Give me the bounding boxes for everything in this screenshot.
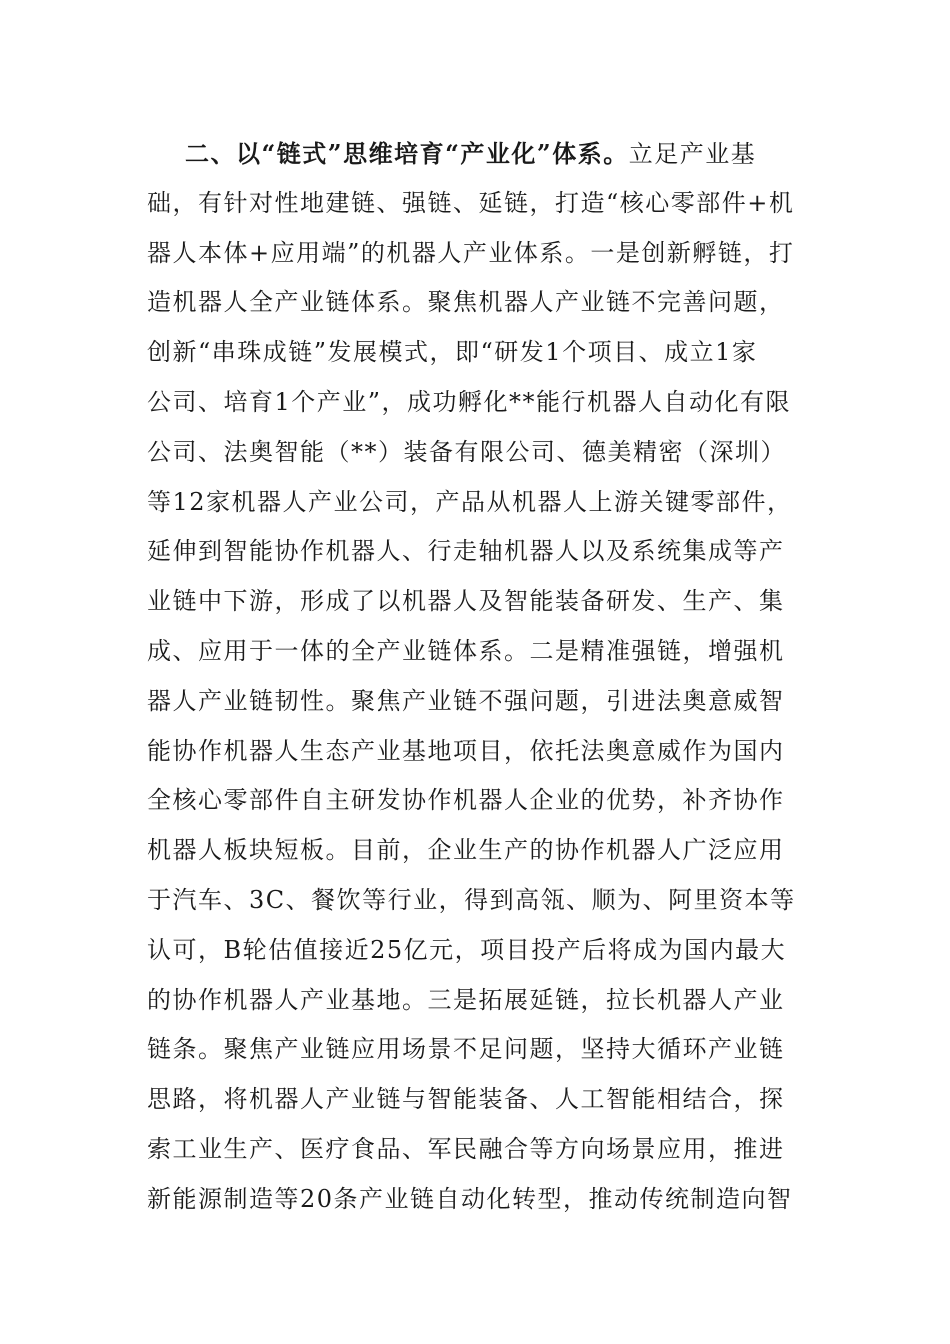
text-line: 思路，将机器人产业链与智能装备、人工智能相结合，探 <box>147 1085 785 1114</box>
text-line: 成、应用于一体的全产业链体系。二是精准强链，增强机 <box>147 636 785 665</box>
text-line: 创新“串珠成链”发展模式，即“研发1个项目、成立1家 <box>147 338 758 367</box>
text-line: 造机器人全产业链体系。聚焦机器人产业链不完善问题， <box>147 288 785 317</box>
text-line: 立足产业基 <box>628 140 757 168</box>
section-heading: 二、以“链式”思维培育“产业化”体系。 <box>185 139 629 168</box>
text-line: 全核心零部件自主研发协作机器人企业的优势，补齐协作 <box>147 786 785 815</box>
text-line: 机器人板块短板。目前，企业生产的协作机器人广泛应用 <box>147 836 785 865</box>
text-line: 公司、法奥智能（**）装备有限公司、德美精密（深圳） <box>147 437 786 466</box>
text-line: 等12家机器人产业公司，产品从机器人上游关键零部件， <box>147 487 793 516</box>
paragraph-first-line <box>147 129 807 179</box>
text-line: 器人本体+应用端”的机器人产业体系。一是创新孵链，打 <box>147 238 795 267</box>
text-line: 延伸到智能协作机器人、行走轴机器人以及系统集成等产 <box>147 537 785 566</box>
text-line: 认可，B轮估值接近25亿元，项目投产后将成为国内最大 <box>147 935 787 964</box>
text-line: 器人产业链韧性。聚焦产业链不强问题，引进法奥意威智 <box>147 686 785 715</box>
text-line: 链条。聚焦产业链应用场景不足问题，坚持大循环产业链 <box>147 1035 785 1064</box>
text-line: 于汽车、3C、餐饮等行业，得到高瓴、顺为、阿里资本等 <box>147 885 796 914</box>
text-line: 的协作机器人产业基地。三是拓展延链，拉长机器人产业 <box>147 985 785 1014</box>
text-line: 新能源制造等20条产业链自动化转型，推动传统制造向智 <box>147 1184 793 1213</box>
body-text <box>147 129 807 1225</box>
text-line: 公司、培育1个产业”，成功孵化**能行机器人自动化有限 <box>147 387 792 416</box>
text-line: 索工业生产、医疗食品、军民融合等方向场景应用，推进 <box>147 1134 785 1163</box>
text-line: 础，有针对性地建链、强链、延链，打造“核心零部件+机 <box>147 188 795 217</box>
text-line: 业链中下游，形成了以机器人及智能装备研发、生产、集 <box>147 587 785 616</box>
text-line: 能协作机器人生态产业基地项目，依托法奥意威作为国内 <box>147 736 785 765</box>
